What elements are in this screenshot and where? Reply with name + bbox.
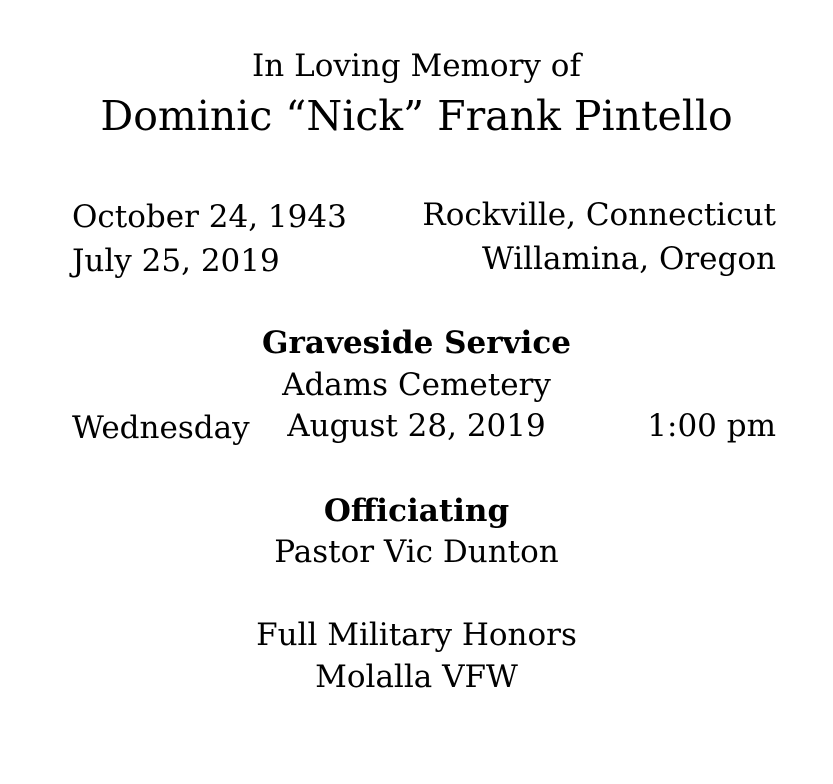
service-date: August 28, 2019 — [287, 408, 546, 444]
deceased-name: Dominic “Nick” Frank Pintello — [100, 92, 733, 140]
service-day: Wednesday — [72, 410, 250, 446]
service-time: 1:00 pm — [647, 408, 776, 444]
honors-organization: Molalla VFW — [315, 659, 518, 695]
memorial-intro: In Loving Memory of — [252, 48, 581, 84]
officiant-name: Pastor Vic Dunton — [274, 534, 559, 570]
death-place: Willamina, Oregon — [481, 241, 776, 277]
officiating-heading: Officiating — [323, 493, 510, 529]
birth-place: Rockville, Connecticut — [422, 197, 776, 233]
honors-line: Full Military Honors — [256, 617, 577, 653]
death-date: July 25, 2019 — [72, 243, 280, 279]
service-venue: Adams Cemetery — [282, 367, 551, 403]
birth-date: October 24, 1943 — [72, 199, 347, 235]
service-heading: Graveside Service — [262, 325, 571, 361]
